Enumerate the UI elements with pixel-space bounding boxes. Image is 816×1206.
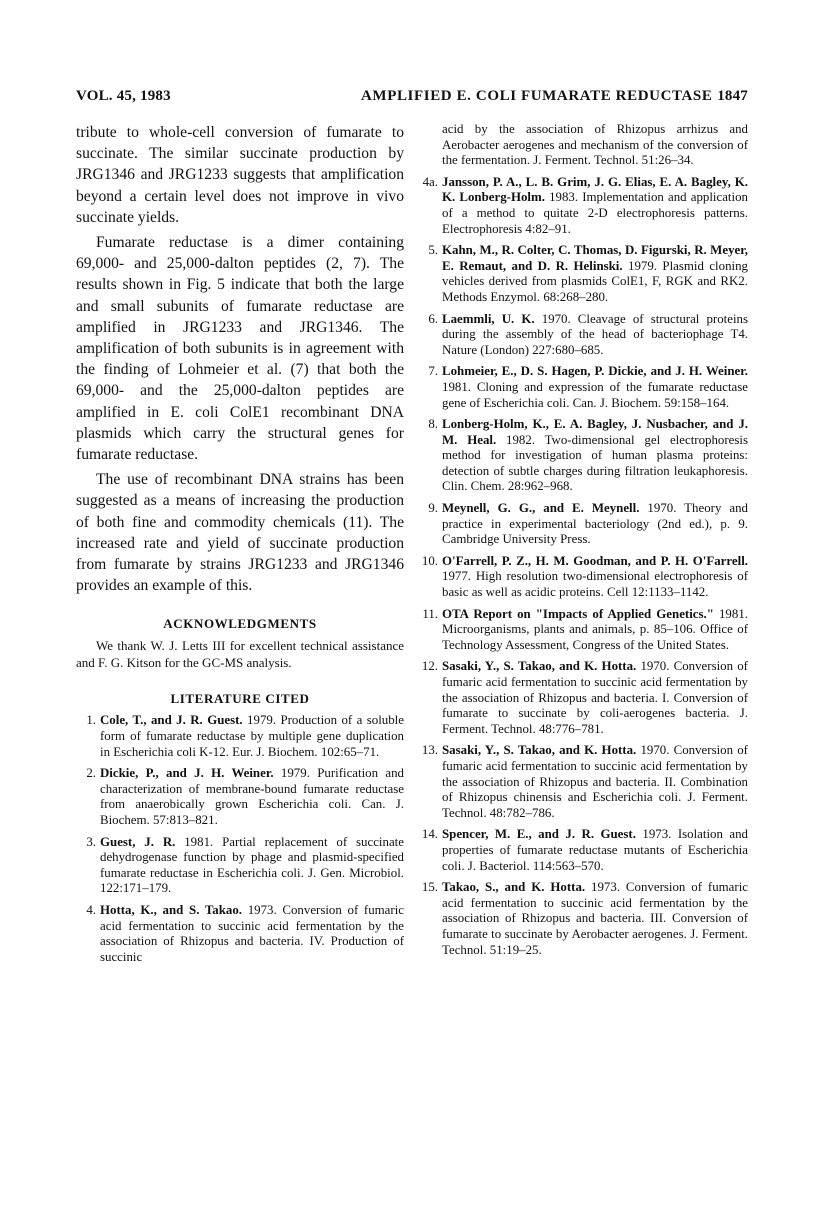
reference-list-left bbox=[76, 713, 404, 965]
reference-number: 7. bbox=[428, 364, 438, 379]
reference-authors: Kahn, M., R. Colter, C. Thomas, D. Figurski, R. Meyer, E. Remaut, and D. R. Helinski. bbox=[442, 243, 748, 273]
reference-text: 1970. Conversion of fumaric acid fermentation to succinic acid fermentation by the association of Rhizopus and bacteria. II. Combination of Rhizopus chinensis and Escherichia coli. J. Ferment. Technol. 48:782–786. bbox=[442, 743, 748, 820]
reference-number: 4. bbox=[86, 903, 96, 917]
reference-authors: O'Farrell, P. Z., H. M. Goodman, and P. H. O'Farrell. bbox=[442, 553, 748, 568]
reference-text: 1970. Conversion of fumaric acid fermentation to succinic acid fermentation by the association of Rhizopus and bacteria. I. Conversion of fumarate to succinate by coli-aerogenes bacteria. J. Ferment. Technol. 48:776–781. bbox=[442, 659, 748, 736]
reference-text: 1979. Purification and characterization of membrane-bound fumarate reductase from anaerobically grown Escherichia coli. Can. J. Biochem. 57:813–821. bbox=[100, 766, 404, 828]
volume-label: VOL. 45, 1983 bbox=[76, 88, 171, 104]
reference-text: 1979. Plasmid cloning vehicles derived from plasmids ColE1, F, RGK and RK2. Methods Enzymol. 68:268–280. bbox=[442, 258, 748, 304]
reference-authors: Jansson, P. A., L. B. Grim, J. G. Elias, E. A. Bagley, K. K. Lonberg-Holm. bbox=[442, 174, 748, 205]
reference-item bbox=[76, 903, 404, 965]
reference-continuation: acid by the association of Rhizopus arrhizus and Aerobacter aerogenes and mechanism of the conversion of the fermentation. J. Ferment. Technol. 51:26–34. bbox=[442, 122, 748, 168]
reference-number: 4a. bbox=[422, 174, 438, 189]
page-number: 1847 bbox=[717, 88, 748, 104]
reference-authors: Cole, T., and J. R. Guest. bbox=[100, 713, 243, 728]
reference-authors: Laemmli, U. K. bbox=[442, 311, 535, 326]
reference-authors: Takao, S., and K. Hotta. bbox=[442, 880, 586, 895]
reference-authors: Meynell, G. G., and E. Meynell. bbox=[442, 501, 640, 516]
reference-item bbox=[418, 554, 748, 601]
reference-item bbox=[418, 501, 748, 548]
reference-item bbox=[418, 243, 748, 305]
reference-item bbox=[76, 713, 404, 760]
right-column bbox=[418, 122, 748, 964]
reference-text: 1977. High resolution two-dimensional electrophoresis of basic as well as acidic proteins. Cell 12:1133–1142. bbox=[442, 569, 748, 600]
reference-authors: OTA Report on "Impacts of Applied Genetics." bbox=[442, 606, 714, 621]
reference-number: 13. bbox=[421, 743, 438, 758]
reference-text: 1982. Two-dimensional gel electrophoresis method for investigation of human plasma proteins: detection of subtle charges during filtration leukaphoresis. Clin. Chem. 28:962–968. bbox=[442, 432, 748, 494]
reference-text: 1979. Production of a soluble form of fumarate reductase by multiple gene duplication in Escherichia coli K-12. Eur. J. Biochem. 102:65–71. bbox=[100, 713, 404, 759]
reference-item bbox=[418, 312, 748, 359]
reference-item bbox=[418, 607, 748, 654]
reference-number: 6. bbox=[428, 311, 438, 326]
running-title: AMPLIFIED E. COLI FUMARATE REDUCTASE bbox=[361, 88, 713, 104]
reference-item bbox=[418, 659, 748, 737]
reference-number: 1. bbox=[86, 713, 96, 728]
reference-text: 1973. Isolation and properties of fumarate reductase mutants of Escherichia coli. J. Bacteriol. 114:563–570. bbox=[442, 827, 748, 873]
reference-authors: Lohmeier, E., D. S. Hagen, P. Dickie, and J. H. Weiner. bbox=[442, 364, 748, 379]
reference-list-right bbox=[418, 175, 748, 958]
reference-text: 1981. Cloning and expression of the fumarate reductase gene of Escherichia coli. Can. J. Biochem. 59:158–164. bbox=[442, 379, 748, 410]
acknowledgments-text: We thank W. J. Letts III for excellent technical assistance and F. G. Kitson for the GC-MS analysis. bbox=[76, 638, 404, 670]
literature-cited-heading: LITERATURE CITED bbox=[170, 691, 310, 707]
body-paragraph-1: tribute to whole-cell conversion of fumarate to succinate. The similar succinate production by JRG1346 and JRG1233 suggests that amplification beyond a certain level does not improve in vivo succinate yields. bbox=[76, 124, 404, 226]
body-paragraph-2: Fumarate reductase is a dimer containing 69,000- and 25,000-dalton peptides (2, 7). The results shown in Fig. 5 indicate that both the large and small subunits of fumarate reductase are amplified in JRG1233 and JRG1346. The amplification of both subunits is in agreement with the finding of Lohmeier et al. (7) that both the 69,000- and the 25,000-dalton peptides are amplified in E. coli ColE1 recombinant DNA plasmids which carry the structural genes for fumarate reductase. bbox=[76, 234, 404, 464]
reference-number: 8. bbox=[428, 417, 438, 432]
reference-number: 5. bbox=[428, 243, 438, 258]
reference-item bbox=[418, 827, 748, 874]
reference-number: 14. bbox=[421, 827, 438, 842]
reference-authors: Lonberg-Holm, K., E. A. Bagley, J. Nusbacher, and J. M. Heal. bbox=[442, 417, 748, 447]
reference-text: 1973. Conversion of fumaric acid fermentation to succinic acid fermentation by the association of Rhizopus and bacteria. IV. Production of succinic bbox=[100, 903, 404, 964]
reference-authors: Sasaki, Y., S. Takao, and K. Hotta. bbox=[442, 743, 637, 758]
reference-text: 1970. Cleavage of structural proteins during the assembly of the head of bacteriophage T4. Nature (London) 227:680–685. bbox=[442, 311, 748, 357]
body-paragraph-3: The use of recombinant DNA strains has been suggested as a means of increasing the production of both fine and commodity chemicals (11). The increased rate and yield of succinate production from fumarate by strains JRG1233 and JRG1346 provides an example of this. bbox=[76, 471, 404, 595]
reference-number: 3. bbox=[86, 834, 96, 849]
reference-text: 1970. Theory and practice in experimental bacteriology (2nd ed.), p. 9. Cambridge University Press. bbox=[442, 501, 748, 547]
reference-number: 2. bbox=[86, 766, 96, 781]
running-header bbox=[76, 88, 748, 108]
reference-text: 1981. Microorganisms, plants and animals, p. 85–106. Office of Technology Assessment, Congress of the United States. bbox=[442, 606, 748, 652]
reference-number: 12. bbox=[421, 659, 438, 674]
reference-text: 1983. Implementation and application of a method to quitate 2-D electrophoresis patterns. Electrophoresis 4:82–91. bbox=[442, 190, 748, 236]
reference-item bbox=[418, 417, 748, 495]
reference-authors: Dickie, P., and J. H. Weiner. bbox=[100, 766, 274, 781]
reference-number: 9. bbox=[428, 501, 438, 516]
reference-authors: Guest, J. R. bbox=[100, 834, 176, 849]
reference-authors: Sasaki, Y., S. Takao, and K. Hotta. bbox=[442, 659, 637, 674]
reference-item bbox=[418, 364, 748, 411]
reference-text: 1973. Conversion of fumaric acid fermentation to succinic acid fermentation by the association of Rhizopus and bacteria. III. Conversion of fumarate to succinate by Aerobacter aerogenes. J. Ferment. Technol. 51:19–25. bbox=[442, 880, 748, 957]
reference-item bbox=[418, 743, 748, 821]
reference-number: 15. bbox=[421, 880, 438, 895]
reference-item bbox=[418, 175, 748, 237]
reference-item bbox=[76, 835, 404, 897]
reference-authors: Hotta, K., and S. Takao. bbox=[100, 903, 243, 917]
reference-text: 1981. Partial replacement of succinate dehydrogenase function by phage and plasmid-specified fumarate reductase in Escherichia coli. J. Gen. Microbiol. 122:171–179. bbox=[100, 834, 404, 896]
left-column bbox=[76, 122, 404, 971]
acknowledgments-heading: ACKNOWLEDGMENTS bbox=[163, 616, 317, 632]
reference-number: 10. bbox=[421, 553, 438, 568]
reference-item bbox=[76, 766, 404, 828]
reference-authors: Spencer, M. E., and J. R. Guest. bbox=[442, 827, 636, 842]
reference-number: 11. bbox=[422, 606, 438, 621]
reference-item bbox=[418, 880, 748, 958]
